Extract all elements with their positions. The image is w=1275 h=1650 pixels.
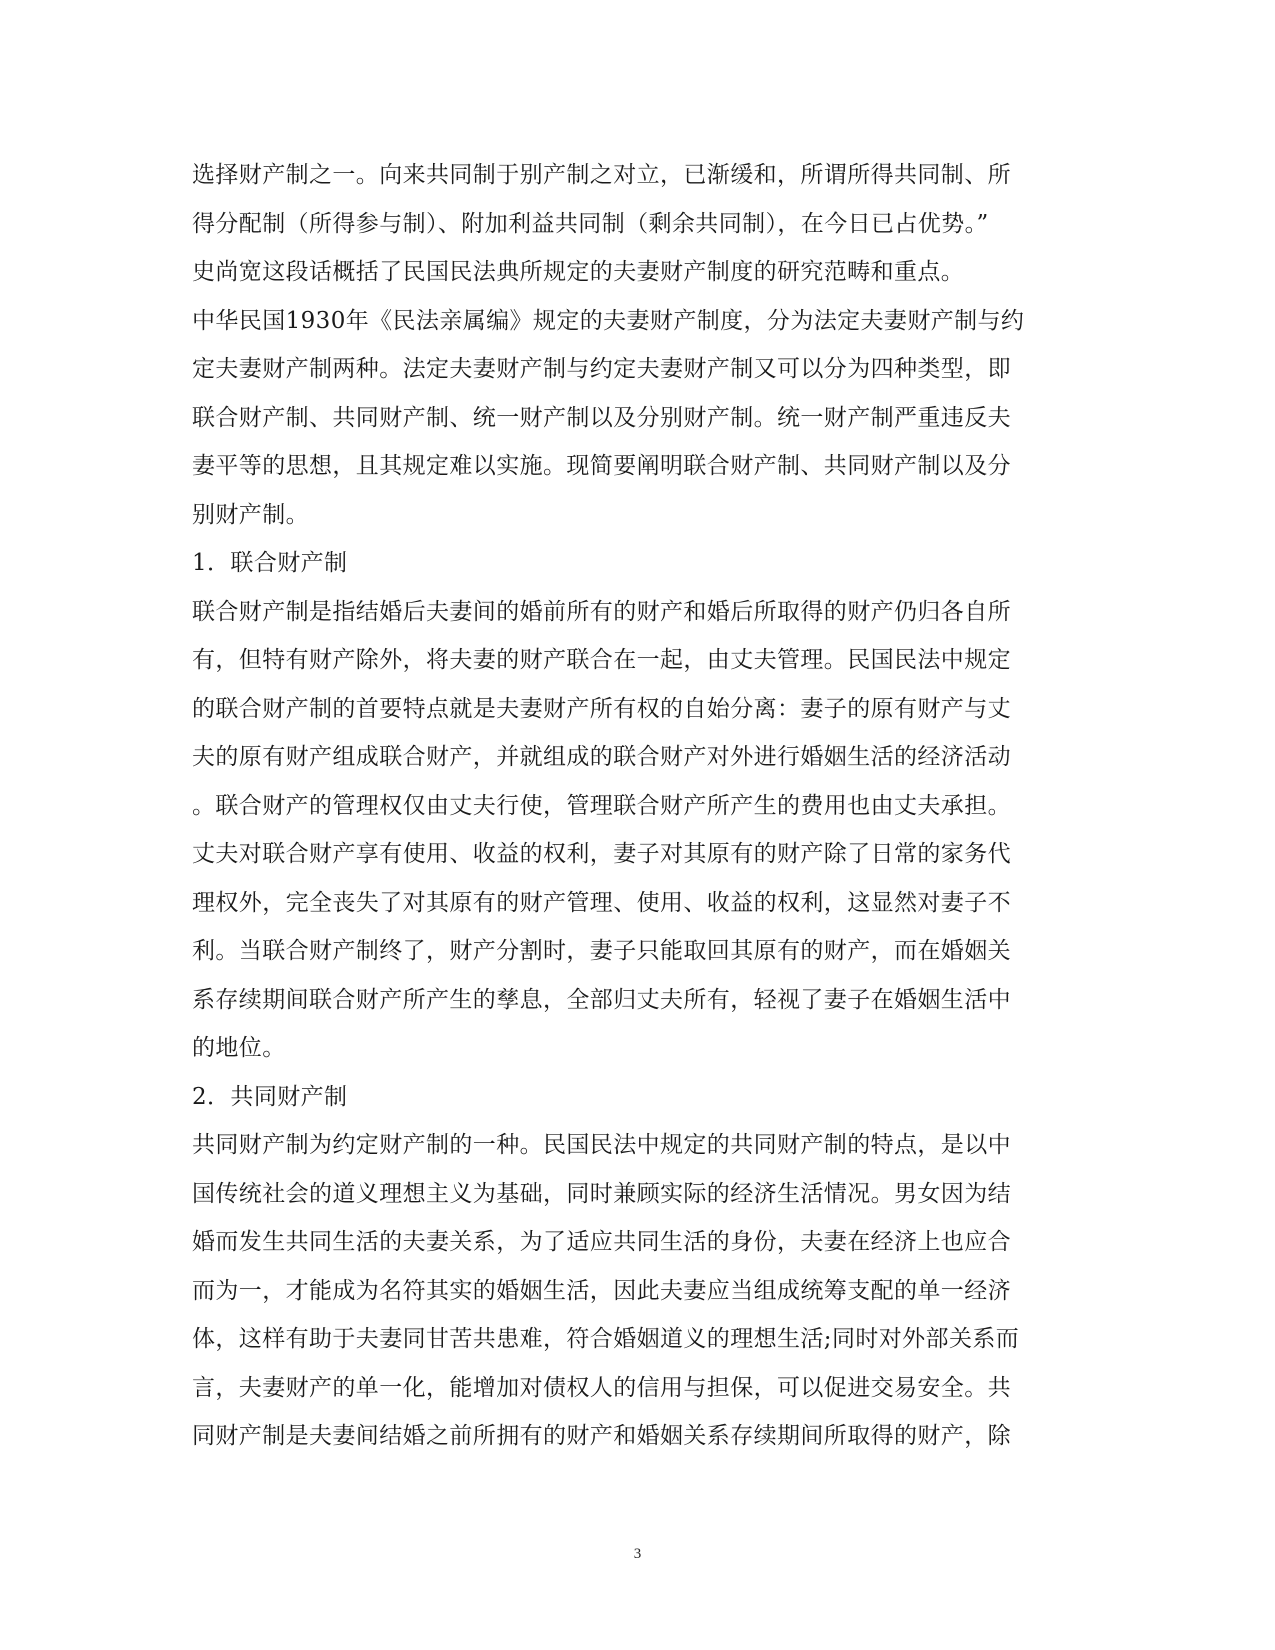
text-line: 选择财产制之一。向来共同制于别产制之对立，已渐缓和，所谓所得共同制、所 bbox=[192, 162, 1011, 188]
text-line: 有，但特有财产除外，将夫妻的财产联合在一起，由丈夫管理。民国民法中规定 bbox=[192, 647, 1011, 673]
section-heading: 2．共同财产制 bbox=[192, 1083, 348, 1110]
section-heading: 1．联合财产制 bbox=[192, 550, 348, 576]
text-line: 得分配制（所得参与制）、附加利益共同制（剩余共同制），在今日已占优势。” bbox=[192, 210, 989, 237]
text-line: 共同财产制为约定财产制的一种。民国民法中规定的共同财产制的特点，是以中 bbox=[192, 1132, 1011, 1158]
body-text bbox=[192, 151, 1072, 1461]
text-line: 联合财产制是指结婚后夫妻间的婚前所有的财产和婚后所取得的财产仍归各自所 bbox=[192, 598, 1011, 625]
text-line: 婚而发生共同生活的夫妻关系，为了适应共同生活的身份，夫妻在经济上也应合 bbox=[192, 1229, 1011, 1255]
text-line: 别财产制。 bbox=[192, 501, 309, 528]
page-number: 3 bbox=[633, 1546, 642, 1562]
text-line: 而为一，才能成为名符其实的婚姻生活，因此夫妻应当组成统筹支配的单一经济 bbox=[192, 1277, 1011, 1304]
text-line: 史尚宽这段话概括了民国民法典所规定的夫妻财产制度的研究范畴和重点。 bbox=[192, 259, 965, 285]
text-line: 言，夫妻财产的单一化，能增加对债权人的信用与担保，可以促进交易安全。共 bbox=[192, 1374, 1011, 1401]
text-line: 同财产制是夫妻间结婚之前所拥有的财产和婚姻关系存续期间所取得的财产，除 bbox=[192, 1423, 1011, 1449]
text-line: 中华民国1930年《民法亲属编》规定的夫妻财产制度，分为法定夫妻财产制与约 bbox=[192, 307, 1025, 334]
text-line: 理权外，完全丧失了对其原有的财产管理、使用、收益的权利，这显然对妻子不 bbox=[192, 889, 1011, 916]
text-line: 丈夫对联合财产享有使用、收益的权利，妻子对其原有的财产除了日常的家务代 bbox=[192, 841, 1011, 867]
text-line: 联合财产制、共同财产制、统一财产制以及分别财产制。统一财产制严重违反夫 bbox=[192, 404, 1011, 431]
text-line: 。联合财产的管理权仅由丈夫行使，管理联合财产所产生的费用也由丈夫承担。 bbox=[192, 792, 1011, 819]
text-line: 定夫妻财产制两种。法定夫妻财产制与约定夫妻财产制又可以分为四种类型，即 bbox=[192, 356, 1011, 382]
text-line: 的联合财产制的首要特点就是夫妻财产所有权的自始分离：妻子的原有财产与丈 bbox=[192, 695, 1011, 722]
text-line: 妻平等的思想，且其规定难以实施。现简要阐明联合财产制、共同财产制以及分 bbox=[192, 453, 1011, 479]
text-line: 夫的原有财产组成联合财产，并就组成的联合财产对外进行婚姻生活的经济活动 bbox=[192, 744, 1011, 770]
text-line: 利。当联合财产制终了，财产分割时，妻子只能取回其原有的财产，而在婚姻关 bbox=[192, 938, 1011, 964]
text-line: 体，这样有助于夫妻同甘苦共患难，符合婚姻道义的理想生活;同时对外部关系而 bbox=[192, 1326, 1020, 1352]
text-line: 的地位。 bbox=[192, 1035, 286, 1061]
text-line: 国传统社会的道义理想主义为基础，同时兼顾实际的经济生活情况。男女因为结 bbox=[192, 1180, 1011, 1207]
text-line: 系存续期间联合财产所产生的孳息，全部归丈夫所有，轻视了妻子在婚姻生活中 bbox=[192, 986, 1011, 1013]
